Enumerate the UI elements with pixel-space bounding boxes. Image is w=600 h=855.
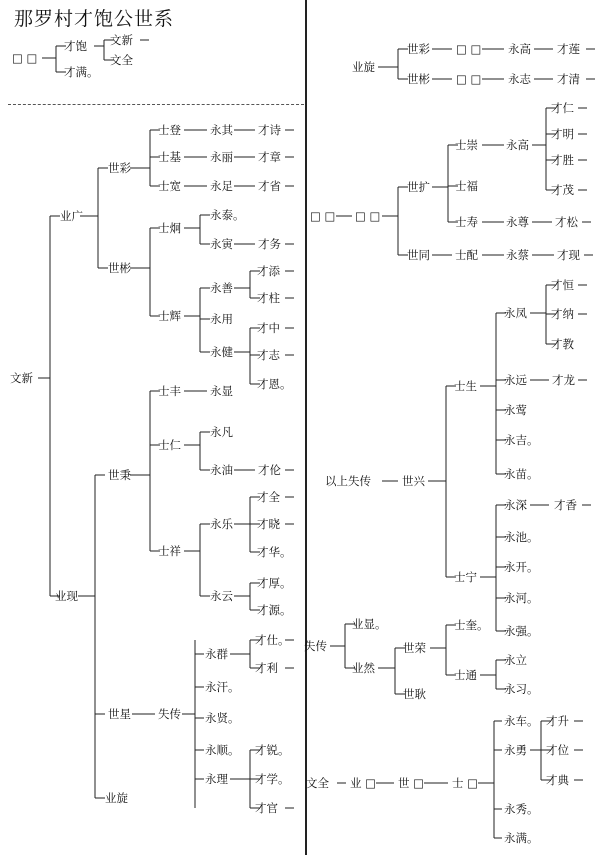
node-r-caisong: 才松: [555, 215, 578, 229]
node-r-caidian: 才典: [546, 773, 569, 787]
node-r-yonggao1: 永高: [508, 42, 531, 56]
node-r-yexian2: 业显。: [352, 617, 387, 631]
node-r-yongman: 永满。: [504, 831, 539, 845]
node-r-yonghe: 永河。: [504, 591, 539, 605]
node-r-sqa: □ □: [310, 209, 336, 223]
node-l-caiguan: 才官: [255, 801, 278, 815]
node-r-ye: 业 □: [350, 776, 377, 790]
node-l-yongqun: 永群: [205, 647, 228, 661]
node-r-yongche: 永车。: [504, 714, 539, 728]
node-r-shichuan2: 失传: [304, 639, 327, 653]
page-title: 那罗村才饱公世系: [14, 8, 175, 30]
node-r-shichong: 士崇: [455, 138, 478, 152]
node-r-caiming: 才明: [551, 127, 574, 141]
node-l-shiji: 士基: [158, 150, 181, 164]
node-l-shibing: 世秉: [108, 468, 131, 482]
node-r-shi2: 士 □: [452, 776, 479, 790]
node-r-yongchi: 永池。: [504, 530, 539, 544]
node-r-caimao: 才茂: [551, 183, 574, 197]
node-r-caixian: 才现: [557, 248, 580, 262]
node-l-yongxian2: 永贤。: [205, 711, 240, 725]
node-t1-b: 才饱: [64, 39, 87, 53]
node-l-shifeng: 士丰: [158, 384, 181, 398]
node-l-caishi: 才诗: [258, 123, 281, 137]
node-r-shigeng: 世耿: [403, 687, 426, 701]
node-l-yongyong: 永用: [210, 312, 233, 326]
node-l-shideng: 士登: [158, 123, 181, 137]
node-l-shicai1: 世彩: [108, 161, 131, 175]
node-l-shichuan: 失传: [158, 707, 181, 721]
node-l-yongli: 永丽: [210, 150, 233, 164]
node-t1-d: 文新: [110, 33, 133, 47]
node-r-sqb: □ □: [355, 209, 381, 223]
node-r-yongqiang: 永强。: [504, 624, 539, 638]
node-r-yeran: 业然: [352, 661, 375, 675]
node-l-yongshan: 永善: [210, 281, 233, 295]
node-t1-e: 文全: [110, 53, 133, 67]
node-r-shirong: 世荣: [403, 641, 426, 655]
node-r-yongxi: 永习。: [504, 682, 539, 696]
node-r-caiqing: 才清: [557, 72, 580, 86]
node-r-yishang: 以上失传: [325, 474, 371, 488]
node-l-caizhi: 才志: [257, 348, 280, 362]
node-l-caishi2: 才仕。: [255, 633, 290, 647]
node-l-shihui: 士辉: [158, 309, 181, 323]
node-r-shisheng: 士生: [454, 379, 477, 393]
node-l-yonghan: 永汗。: [205, 680, 240, 694]
node-l-caizhu: 才柱: [257, 291, 280, 305]
node-r-yongzun: 永尊: [506, 215, 529, 229]
node-l-yongle: 永乐: [210, 517, 233, 531]
node-r-caijiao: 才教: [551, 337, 574, 351]
node-r-sq2: □ □: [456, 72, 482, 86]
node-l-yongyin: 永寅: [210, 237, 233, 251]
node-r-shipei: 士配: [455, 248, 478, 262]
node-r-wenquan: 文全: [306, 776, 329, 790]
node-r-shikuang: 世扩: [407, 180, 430, 194]
node-l-caitian: 才添: [257, 264, 280, 278]
node-l-shixing: 世星: [108, 707, 131, 721]
node-r-caiwei: 才位: [546, 743, 569, 757]
node-r-yongzhi: 永志: [508, 72, 531, 86]
node-l-caiwu: 才务: [258, 237, 281, 251]
node-l-caizhang: 才章: [258, 150, 281, 164]
node-l-yongshun: 永顺。: [205, 743, 240, 757]
node-r-yongshen: 永深: [504, 498, 527, 512]
node-l-yexuan: 业旋: [105, 791, 128, 805]
node-l-shijiong: 士炯: [158, 221, 181, 235]
node-l-yexian: 业现: [55, 589, 78, 603]
node-r-yongji: 永吉。: [504, 433, 539, 447]
node-r-caisheng3: 才升: [546, 714, 569, 728]
node-r-yexuan: 业旋: [352, 60, 375, 74]
node-r-cailian: 才莲: [557, 42, 580, 56]
node-r-caixiang: 才香: [554, 498, 577, 512]
node-l-caiquan: 才全: [257, 490, 280, 504]
node-r-yongkai: 永开。: [504, 560, 539, 574]
node-l-caisheng: 才省: [258, 179, 281, 193]
node-r-caiheng: 才恒: [551, 278, 574, 292]
node-r-yongying: 永莺: [504, 403, 527, 417]
node-l-caiyuan: 才源。: [257, 603, 292, 617]
node-l-cailun: 才伦: [258, 463, 281, 477]
node-r-caina: 才纳: [551, 307, 574, 321]
node-r-sq1: □ □: [456, 42, 482, 56]
node-l-yongyou: 永油: [210, 463, 233, 477]
node-r-yongxiu: 永秀。: [504, 802, 539, 816]
node-l-caihou: 才厚。: [257, 576, 292, 590]
node-r-yonggao2: 永高: [506, 138, 529, 152]
node-l-yongzu: 永足: [210, 179, 233, 193]
node-l-shibin1: 世彬: [108, 261, 131, 275]
node-l-cairui: 才锐。: [255, 743, 290, 757]
node-l-yongjian: 永健: [210, 345, 233, 359]
node-l-yongqi: 永其: [210, 123, 233, 137]
node-r-yongfeng: 永凤: [504, 306, 527, 320]
node-l-yongyun: 永云: [210, 589, 233, 603]
node-r-yongli3: 永立: [504, 653, 527, 667]
node-l-wenxin: 文新: [10, 371, 33, 385]
node-l-shikuan: 士宽: [158, 179, 181, 193]
node-l-yeguang: 业广: [60, 209, 83, 223]
node-r-yongyuan: 永远: [504, 373, 527, 387]
node-r-shishou: 士寿: [455, 215, 478, 229]
node-r-shicai: 世彩: [407, 42, 430, 56]
node-r-shibin: 世彬: [407, 72, 430, 86]
node-r-shitong: 世同: [407, 248, 430, 262]
node-r-shikui: 士奎。: [454, 618, 489, 632]
node-t1-a: □ □: [12, 51, 38, 65]
node-l-caixiao: 才晓: [257, 517, 280, 531]
node-l-yongtai: 永泰。: [210, 208, 245, 222]
node-l-shiren: 士仁: [158, 438, 181, 452]
node-r-shi: 世 □: [398, 776, 425, 790]
node-l-caihua: 才华。: [257, 545, 292, 559]
node-l-caili: 才利: [255, 661, 278, 675]
node-l-caizhong: 才中: [257, 321, 280, 335]
node-r-shifu: 士福: [455, 179, 478, 193]
node-r-yongcai: 永蔡: [506, 248, 529, 262]
node-r-shixing2: 世兴: [402, 474, 425, 488]
node-r-yongyong2: 永勇: [504, 743, 527, 757]
node-r-caisheng2: 才胜: [551, 153, 574, 167]
node-r-cailong: 才龙: [552, 373, 575, 387]
node-t1-c: 才满。: [64, 65, 99, 79]
node-l-caien: 才恩。: [257, 377, 292, 391]
node-r-shitong2: 士通: [454, 668, 477, 682]
node-r-yongmiao: 永苗。: [504, 467, 539, 481]
node-l-yongfan: 永凡: [210, 425, 233, 439]
node-l-shixiang: 士祥: [158, 544, 181, 558]
node-l-yongxian: 永显: [210, 384, 233, 398]
node-l-caixue: 才学。: [255, 772, 290, 786]
node-r-cairen: 才仁: [551, 101, 574, 115]
node-l-yongli2: 永理: [205, 772, 228, 786]
node-r-shining: 士宁: [454, 570, 477, 584]
